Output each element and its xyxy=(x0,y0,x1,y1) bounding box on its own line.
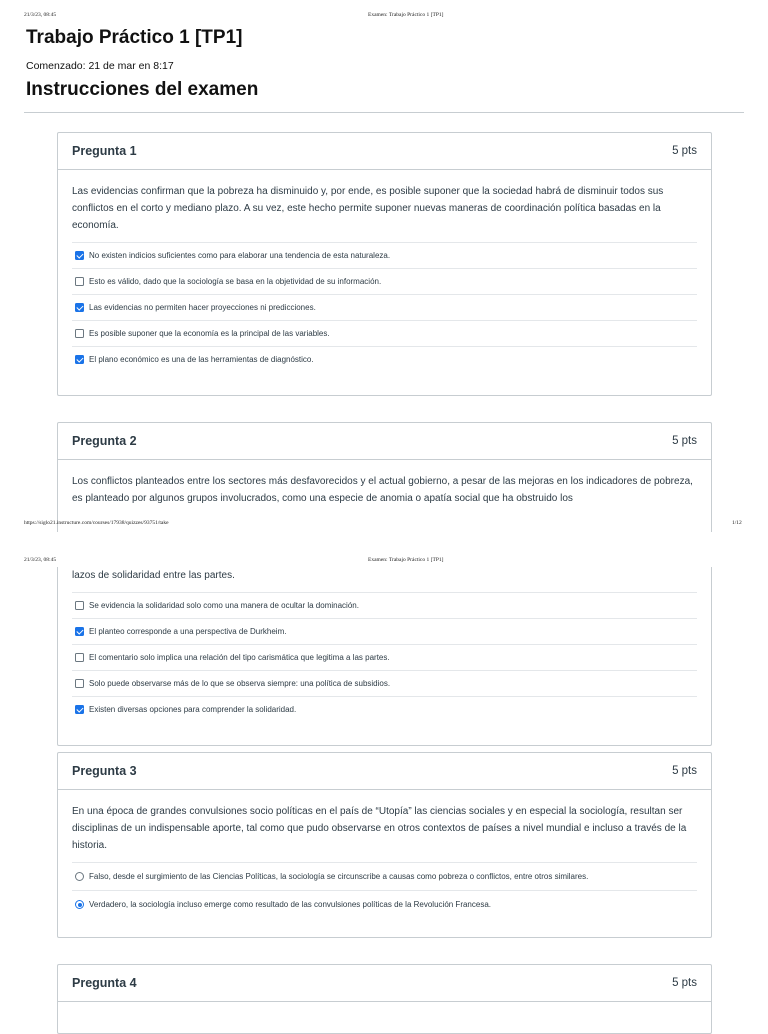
print-header-title: Examen: Trabajo Práctico 1 [TP1] xyxy=(368,557,444,563)
answer-option[interactable] xyxy=(72,618,697,644)
checkbox-checked[interactable] xyxy=(75,705,84,714)
checkbox-unchecked[interactable] xyxy=(75,277,84,286)
answer-option[interactable] xyxy=(72,320,697,346)
answer-option[interactable] xyxy=(72,242,697,268)
question-header xyxy=(58,753,711,790)
question-text: Los conflictos planteados entre los sectores más desfavorecidos y el actual gobierno, a pesar de las mejoras en los indicadores de pobreza, es planteado por algunos grupos involucrados, como una especie de anomia o apatía social que ha obstruido los xyxy=(72,476,693,504)
question-card-3 xyxy=(57,752,712,938)
question-text: lazos de solidaridad entre las partes. xyxy=(72,570,235,581)
answer-option[interactable] xyxy=(72,696,697,722)
print-footer-page: 1/12 xyxy=(732,520,742,526)
answer-option[interactable] xyxy=(72,268,697,294)
divider xyxy=(24,112,744,113)
answer-label: El planteo corresponde a una perspectiva de Durkheim. xyxy=(89,627,287,636)
print-header-date: 21/3/23, 08:45 xyxy=(24,12,57,18)
checkbox-checked[interactable] xyxy=(75,355,84,364)
page-break xyxy=(0,532,768,548)
answer-list xyxy=(72,592,697,722)
answer-option[interactable] xyxy=(72,346,697,372)
answer-list xyxy=(72,242,697,372)
question-card-1 xyxy=(57,132,712,396)
question-points: 5 pts xyxy=(672,145,697,157)
answer-option[interactable] xyxy=(72,862,697,890)
print-footer-url: https://siglo21.instructure.com/courses/17938/quizzes/93751/take xyxy=(24,520,169,526)
checkbox-unchecked[interactable] xyxy=(75,601,84,610)
answer-label: Esto es válido, dado que la sociología se basa en la objetividad de su información. xyxy=(89,277,382,286)
checkbox-checked[interactable] xyxy=(75,303,84,312)
print-header-title: Examen: Trabajo Práctico 1 [TP1] xyxy=(368,12,444,18)
question-title: Pregunta 4 xyxy=(72,976,137,990)
answer-label: Verdadero, la sociología incluso emerge como resultado de las convulsiones políticas de la Revolución Francesa. xyxy=(89,900,492,909)
answer-label: Las evidencias no permiten hacer proyecciones ni predicciones. xyxy=(89,303,316,312)
answer-label: Solo puede observarse más de lo que se observa siempre: una política de subsidios. xyxy=(89,679,391,688)
checkbox-unchecked[interactable] xyxy=(75,679,84,688)
answer-label: El comentario solo implica una relación del tipo carismática que legitima a las partes. xyxy=(89,653,390,662)
question-header xyxy=(58,423,711,460)
question-points: 5 pts xyxy=(672,977,697,989)
answer-option[interactable] xyxy=(72,294,697,320)
answer-label: Se evidencia la solidaridad solo como una manera de ocultar la dominación. xyxy=(89,601,359,610)
answer-list xyxy=(72,862,697,918)
answer-option[interactable] xyxy=(72,670,697,696)
checkbox-unchecked[interactable] xyxy=(75,329,84,338)
checkbox-unchecked[interactable] xyxy=(75,653,84,662)
question-card-2-continued xyxy=(57,567,712,746)
instructions-heading: Instrucciones del examen xyxy=(26,79,259,100)
checkbox-checked[interactable] xyxy=(75,627,84,636)
print-header-date: 21/3/23, 08:45 xyxy=(24,557,57,563)
question-points: 5 pts xyxy=(672,435,697,447)
started-timestamp: Comenzado: 21 de mar en 8:17 xyxy=(26,60,174,72)
question-title: Pregunta 3 xyxy=(72,764,137,778)
page-title: Trabajo Práctico 1 [TP1] xyxy=(26,27,243,48)
answer-option[interactable] xyxy=(72,644,697,670)
answer-label: El plano económico es una de las herramientas de diagnóstico. xyxy=(89,355,314,364)
question-points: 5 pts xyxy=(672,765,697,777)
question-header xyxy=(58,133,711,170)
answer-label: Existen diversas opciones para comprender la solidaridad. xyxy=(89,705,297,714)
question-title: Pregunta 1 xyxy=(72,144,137,158)
answer-option[interactable] xyxy=(72,890,697,918)
checkbox-checked[interactable] xyxy=(75,251,84,260)
radio-unselected[interactable] xyxy=(75,872,84,881)
question-text: Las evidencias confirman que la pobreza ha disminuido y, por ende, es posible suponer que la sociedad habrá de disminuir todos sus conflictos en el corto y mediano plazo. A su vez, este hecho permite suponer nuevas maneras de coordinación política basadas en la economía. xyxy=(72,186,664,231)
question-title: Pregunta 2 xyxy=(72,434,137,448)
question-header xyxy=(58,965,711,1002)
radio-selected[interactable] xyxy=(75,900,84,909)
answer-label: Es posible suponer que la economía es la principal de las variables. xyxy=(89,329,330,338)
answer-label: Falso, desde el surgimiento de las Ciencias Políticas, la sociología se circunscribe a causas como pobreza o conflictos, entre otros similares. xyxy=(89,872,589,881)
answer-option[interactable] xyxy=(72,592,697,618)
question-text: En una época de grandes convulsiones socio políticas en el país de “Utopía” las ciencias sociales y en especial la sociología, resultan ser disciplinas de un indispensable aporte, tal como que pudo observarse en otros contextos de países a nivel mundial e incluso a través de la historia. xyxy=(72,806,687,851)
answer-label: No existen indicios suficientes como para elaborar una tendencia de esta naturaleza. xyxy=(89,251,391,260)
